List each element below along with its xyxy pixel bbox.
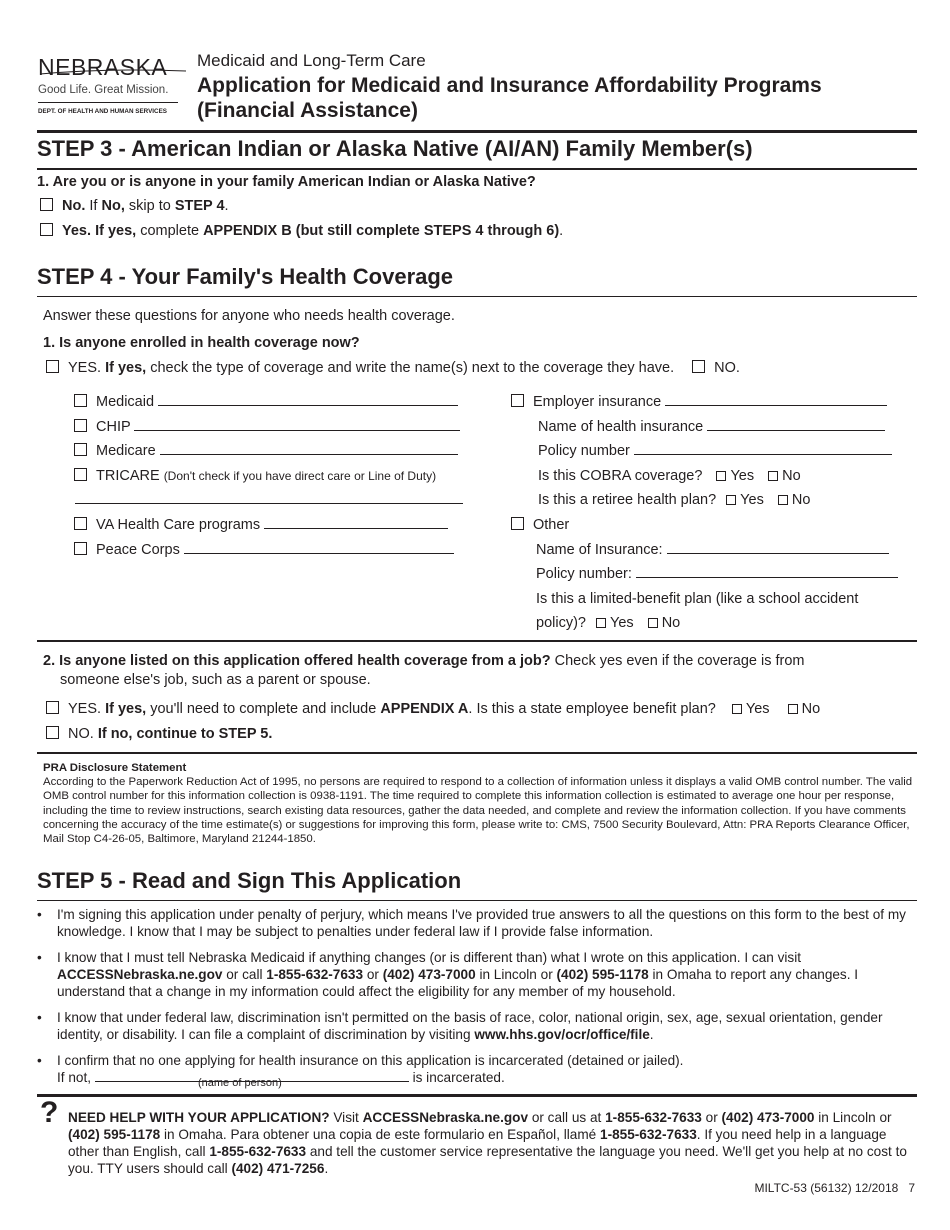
checkbox[interactable] bbox=[40, 198, 53, 211]
checkbox[interactable] bbox=[74, 394, 87, 407]
checkbox[interactable] bbox=[511, 517, 524, 530]
pra-statement bbox=[43, 761, 913, 846]
page-number: 7 bbox=[908, 1181, 915, 1195]
checkbox[interactable] bbox=[511, 394, 524, 407]
logo-text: NEBRASKA bbox=[38, 54, 168, 80]
coverage-right-column: Employer insurance Name of health insurance Policy number Is this COBRA coverage? Yes No Is this a retiree health plan? Yes No Other Name of Insurance: Policy number: Is this a limited-benefit plan (like a school accident policy)? Yes No bbox=[511, 390, 911, 636]
coverage-employer[interactable]: Employer insurance bbox=[511, 390, 911, 415]
checkbox[interactable] bbox=[46, 701, 59, 714]
logo-tagline: Good Life. Great Mission. bbox=[38, 84, 169, 96]
step3-no-option[interactable]: No. If No, skip to STEP 4. bbox=[40, 198, 229, 214]
q1-no-checkbox[interactable] bbox=[692, 360, 705, 373]
coverage-left-column bbox=[74, 390, 474, 562]
step4-q1-options: YES. If yes, check the type of coverage and write the name(s) next to the coverage they have. NO. bbox=[46, 360, 740, 376]
logo-dept: DEPT. OF HEALTH AND HUMAN SERVICES bbox=[38, 108, 167, 115]
checkbox[interactable] bbox=[716, 471, 726, 481]
coverage-medicare[interactable]: Medicare bbox=[74, 439, 474, 464]
page-title-line2: (Financial Assistance) bbox=[197, 99, 418, 122]
form-id: MILTC-53 (56132) 12/2018 7 bbox=[754, 1181, 915, 1195]
step4-q2-no[interactable]: NO. If no, continue to STEP 5. bbox=[46, 726, 272, 742]
checkbox[interactable] bbox=[648, 618, 658, 628]
page-title-line1: Application for Medicaid and Insurance Affordability Programs bbox=[197, 74, 822, 97]
coverage-tricare[interactable]: TRICARE (Don't check if you have direct care or Line of Duty) bbox=[74, 464, 474, 489]
checkbox[interactable] bbox=[74, 443, 87, 456]
checkbox[interactable] bbox=[732, 704, 742, 714]
page-title bbox=[197, 73, 822, 123]
checkbox[interactable] bbox=[74, 468, 87, 481]
coverage-other[interactable]: Other bbox=[511, 513, 911, 538]
logo bbox=[38, 54, 188, 115]
question-icon: ? bbox=[40, 1096, 59, 1129]
step4-heading: STEP 4 - Your Family's Health Coverage bbox=[37, 264, 454, 289]
step5-heading: STEP 5 - Read and Sign This Application bbox=[37, 868, 462, 893]
step5-bullets bbox=[37, 906, 917, 1086]
pra-title: PRA Disclosure Statement bbox=[43, 762, 187, 774]
coverage-chip[interactable]: CHIP bbox=[74, 415, 474, 440]
checkbox[interactable] bbox=[74, 542, 87, 555]
logo-swoosh-icon bbox=[38, 69, 188, 75]
q1-yes-checkbox[interactable] bbox=[46, 360, 59, 373]
checkbox[interactable] bbox=[788, 704, 798, 714]
coverage-va[interactable]: VA Health Care programs bbox=[74, 513, 474, 538]
checkbox[interactable] bbox=[46, 726, 59, 739]
name-of-person-caption: (name of person) bbox=[198, 1077, 282, 1089]
checkbox[interactable] bbox=[596, 618, 606, 628]
coverage-medicaid[interactable]: Medicaid bbox=[74, 390, 474, 415]
step4-q2: 2. Is anyone listed on this application offered health coverage from a job? Check yes even if the coverage is from someone else's job, such as a parent or spouse. bbox=[43, 653, 805, 688]
step3-heading: STEP 3 - American Indian or Alaska Native (AI/AN) Family Member(s) bbox=[37, 136, 753, 161]
step4-q1: 1. Is anyone enrolled in health coverage now? bbox=[43, 335, 360, 351]
checkbox[interactable] bbox=[74, 419, 87, 432]
checkbox[interactable] bbox=[778, 495, 788, 505]
step4-q2-yes[interactable]: YES. If yes, you'll need to complete and include APPENDIX A. Is this a state employee benefit plan? Yes No bbox=[46, 701, 820, 717]
checkbox[interactable] bbox=[768, 471, 778, 481]
step3-yes-option[interactable]: Yes. If yes, complete APPENDIX B (but still complete STEPS 4 through 6). bbox=[40, 223, 563, 239]
step4-intro: Answer these questions for anyone who needs health coverage. bbox=[43, 308, 455, 324]
list-item: • I confirm that no one applying for health insurance on this application is incarcerated (detained or jailed). If not, is incarcerated. bbox=[37, 1052, 917, 1086]
checkbox[interactable] bbox=[74, 517, 87, 530]
program-name: Medicaid and Long-Term Care bbox=[197, 51, 426, 70]
list-item: • I'm signing this application under penalty of perjury, which means I've provided true answers to all the questions on this form to the best of my knowledge. I know that I may be subject to penalties under federal law if I provide false information. bbox=[37, 906, 917, 940]
coverage-peace-corps[interactable]: Peace Corps bbox=[74, 538, 474, 563]
list-item: • I know that I must tell Nebraska Medicaid if anything changes (or is different than) what I wrote on this application. I can visit ACCESSNebraska.ne.gov or call 1-855-632-7633 or (402) 473-7000 in Lincoln or (402) 595-1178 in Omaha to report any changes. I understand that a change in my information could affect the eligibility for any member of my household. bbox=[37, 949, 917, 1000]
pra-text: According to the Paperwork Reduction Act of 1995, no persons are required to respond to a collection of information unless it displays a valid OMB control number. The valid OMB control number for this information collection is 0938-1191. The time required to complete this information collection is estimated to average one hour per response, including the time to review instructions, search existing data resources, gather the data needed, and complete and review the information collection. If you have comments concerning the accuracy of the time estimate(s) or suggestions for improving this form, please write to: CMS, 7500 Security Boulevard, Attn: PRA Reports Clearance Officer, Mail Stop C4-26-05, Baltimore, Maryland 21244-1850. bbox=[43, 776, 913, 846]
step3-question: 1. Are you or is anyone in your family American Indian or Alaska Native? bbox=[37, 174, 536, 190]
checkbox[interactable] bbox=[726, 495, 736, 505]
help-text: NEED HELP WITH YOUR APPLICATION? Visit ACCESSNebraska.ne.gov or call us at 1-855-632-7633 or (402) 473-7000 in Lincoln or (402) 595-1178 in Omaha. Para obtener una copia de este formulario en Español, llamé 1-855-632-7633. If you need help in a language other than English, call 1-855-632-7633 and tell the customer service representative the language you need. We'll get you help at no cost to you. TTY users should call (402) 471-7256. bbox=[68, 1110, 907, 1176]
list-item: • I know that under federal law, discrimination isn't permitted on the basis of race, color, national origin, sex, age, sexual orientation, gender identity, or disability. I can file a complaint of discrimination by visiting www.hhs.gov/ocr/office/file. bbox=[37, 1009, 917, 1043]
checkbox[interactable] bbox=[40, 223, 53, 236]
